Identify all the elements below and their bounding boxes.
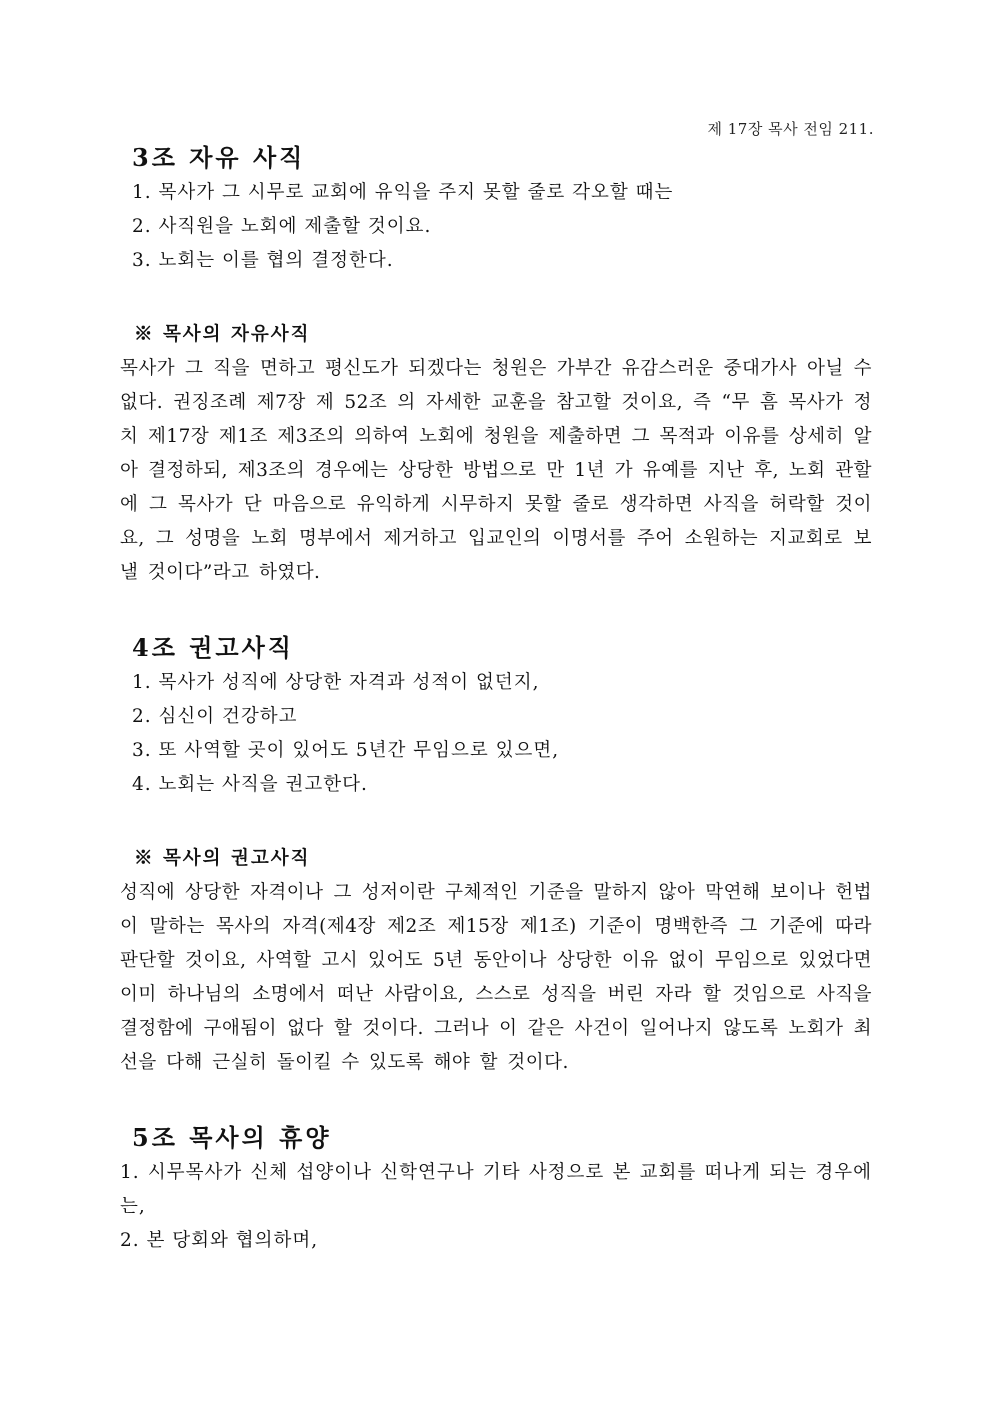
- running-header: 제 17장 목사 전임 211.: [707, 120, 874, 138]
- article-4-title: 4조 권고사직: [132, 633, 294, 662]
- article-4-item-4: 4. 노회는 사직을 권고한다.: [132, 774, 368, 795]
- article-4-commentary-title: ※ 목사의 권고사직: [134, 848, 311, 869]
- article-3-item-1: 1. 목사가 그 시무로 교회에 유익을 주지 못할 줄로 각오할 때는: [132, 182, 674, 203]
- article-3-title: 3조 자유 사직: [132, 143, 306, 172]
- article-3-commentary: 목사가 그 직을 면하고 평신도가 되겠다는 청원은 가부간 유감스러운 중대가사 아닐 수 없다. 권징조례 제7장 제 52조 의 자세한 교훈을 참고할 것이요, 즉 “무 흠 목사가 정치 제17장 제1조 제3조의 의하여 노회에 청원을 제출하면 그 목적과 이유를 상세히 알아 결정하되, 제3조의 경우에는 상당한 방법으로 만 1년 가 유예를 지난 후, 노회 관할에 그 목사가 단 마음으로 유익하게 시무하지 못할 줄로 생각하면 사직을 허락할 것이요, 그 성명을 노회 명부에서 제거하고 입교인의 이명서를 주어 소원하는 지교회로 보낼 것이다”라고 하였다.: [120, 358, 872, 583]
- spacer: [120, 802, 872, 842]
- article-3-commentary-title: ※ 목사의 자유사직: [134, 324, 311, 345]
- spacer: [120, 1080, 872, 1120]
- article-5-item-1: 1. 시무목사가 신체 섭양이나 신학연구나 기타 사정으로 본 교회를 떠나게 되는 경우에는,: [120, 1162, 872, 1217]
- article-3-item-3: 3. 노회는 이를 협의 결정한다.: [132, 250, 394, 271]
- article-4-item-2: 2. 심신이 건강하고: [132, 706, 298, 727]
- article-3-item-2: 2. 사직원을 노회에 제출할 것이요.: [132, 216, 432, 237]
- article-5-item-2: 2. 본 당회와 협의하며,: [120, 1230, 319, 1251]
- article-4-item-3: 3. 또 사역할 곳이 있어도 5년간 무임으로 있으면,: [132, 740, 560, 761]
- article-5-title: 5조 목사의 휴양: [132, 1123, 332, 1152]
- spacer: [120, 590, 872, 630]
- spacer: [120, 278, 872, 318]
- article-4-commentary: 성직에 상당한 자격이나 그 성저이란 구체적인 기준을 말하지 않아 막연해 보이나 헌법이 말하는 목사의 자격(제4장 제2조 제15장 제1조) 기준이 명백한즉 그 기준에 따라 판단할 것이요, 사역할 고시 있어도 5년 동안이나 상당한 이유 없이 무임으로 있었다면 이미 하나님의 소명에서 떠난 사람이요, 스스로 성직을 버린 자라 할 것임으로 사직을 결정함에 구애됨이 없다 할 것이다. 그러나 이 같은 사건이 일어나지 않도록 노회가 최선을 다해 근실히 돌이킬 수 있도록 해야 할 것이다.: [120, 882, 872, 1073]
- page-content: [120, 140, 872, 1258]
- article-4-item-1: 1. 목사가 성직에 상당한 자격과 성적이 없던지,: [132, 672, 540, 693]
